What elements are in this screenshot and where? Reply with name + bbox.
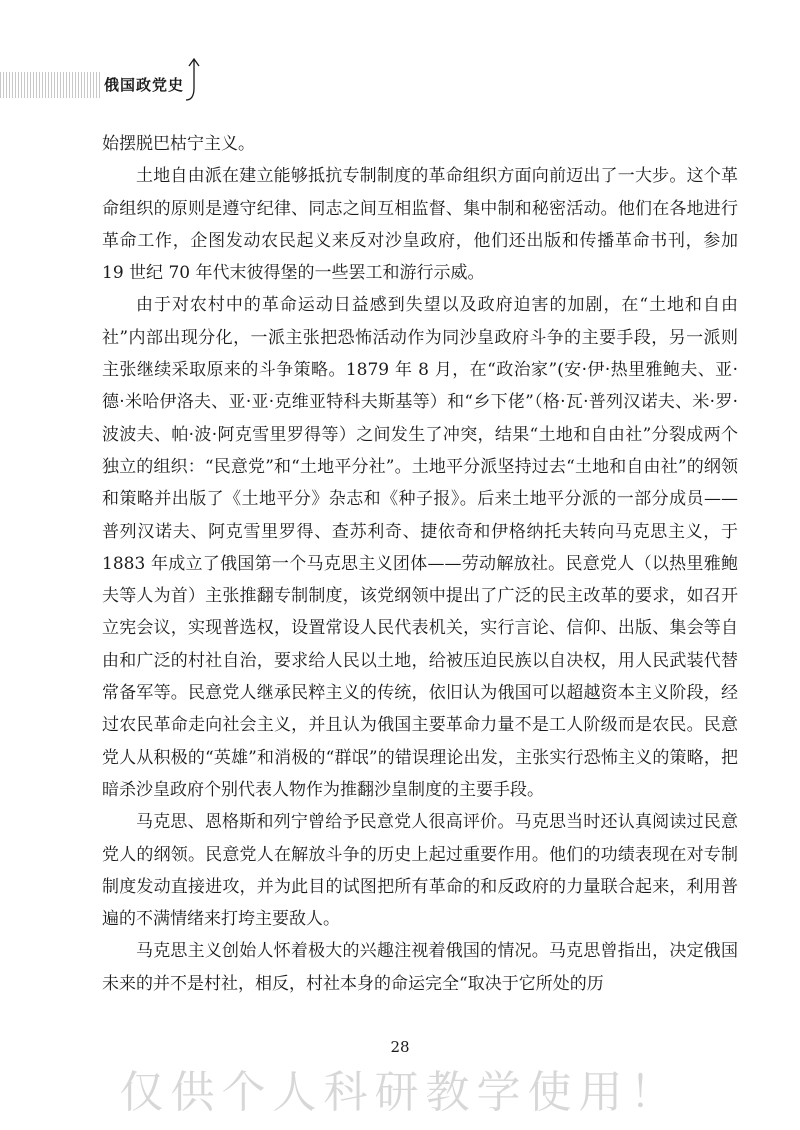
paragraph-evaluation: 马克思、恩格斯和列宁曾给予民意党人很高评价。马克思当时还认真阅读过民意党人的纲领。民意党人在解放斗争的历史上起过重要作用。他们的功绩表现在对专制制度发动直接进攻，并为此目的试图把所有革命的和反政府的力量联合起来，利用普遍的不满情绪来打垮主要敌人。 bbox=[102, 812, 738, 930]
paragraph-marx: 马克思主义创始人怀着极大的兴趣注视着俄国的情况。马克思曾指出，决定俄国未来的并不是村社，相反，村社本身的命运完全“取决于它所处的历 bbox=[102, 941, 738, 994]
header-decorative-stripes bbox=[0, 72, 100, 98]
body-text bbox=[102, 128, 738, 1000]
paragraph-land-liberty: 土地自由派在建立能够抵抗专制制度的革命组织方面向前迈出了一大步。这个革命组织的原则是遵守纪律、同志之间互相监督、集中制和秘密活动。他们在各地进行革命工作，企图发动农民起义来反对沙皇政府，他们还出版和传播革命书刊，参加 19 世纪 70 年代末彼得堡的一些罢工和游行示威。 bbox=[102, 166, 738, 284]
paragraph-split: 由于对农村中的革命运动日益感到失望以及政府迫害的加剧，在“土地和自由社”内部出现分化，一派主张把恐怖活动作为同沙皇政府斗争的主要手段，另一派则主张继续采取原来的斗争策略。1879 年 8 月，在“政治家”(安·伊·热里雅鲍夫、亚·德·米哈伊洛夫、亚·亚·克维亚特科夫斯基等）和“乡下佬”（格·瓦·普列汉诺夫、米·罗·波波夫、帕·波·阿克雪里罗得等）之间发生了冲突，结果“土地和自由社”分裂成两个独立的组织：“民意党”和“土地平分社”。土地平分派坚持过去“土地和自由社”的纲领和策略并出版了《土地平分》杂志和《种子报》。后来土地平分派的一部分成员——普列汉诺夫、阿克雪里罗得、查苏利奇、捷依奇和伊格纳托夫转向马克思主义，于 1883 年成立了俄国第一个马克思主义团体——劳动解放社。民意党人（以热里雅鲍夫等人为首）主张推翻专制制度，该党纲领中提出了广泛的民主改革的要求，如召开立宪会议，实现普选权，设置常设人民代表机关，实行言论、信仰、出版、集会等自由和广泛的村社自治，要求给人民以土地，给被压迫民族以自决权，用人民武装代替常备军等。民意党人继承民粹主义的传统，依旧认为俄国可以超越资本主义阶段，经过农民革命走向社会主义，并且认为俄国主要革命力量不是工人阶级而是农民。民意党人从积极的“英雄”和消极的“群氓”的错误理论出发，主张实行恐怖主义的策略，把暗杀沙皇政府个别代表人物作为推翻沙皇制度的主要手段。 bbox=[102, 295, 738, 800]
running-header-title: 俄国政党史 bbox=[104, 76, 185, 94]
paragraph-continuation: 始摆脱巴枯宁主义。 bbox=[102, 134, 255, 154]
watermark: 仅供个人科研教学使用！ bbox=[119, 1067, 681, 1118]
page-number: 28 bbox=[390, 1038, 410, 1056]
header-arrow-icon bbox=[184, 56, 204, 104]
